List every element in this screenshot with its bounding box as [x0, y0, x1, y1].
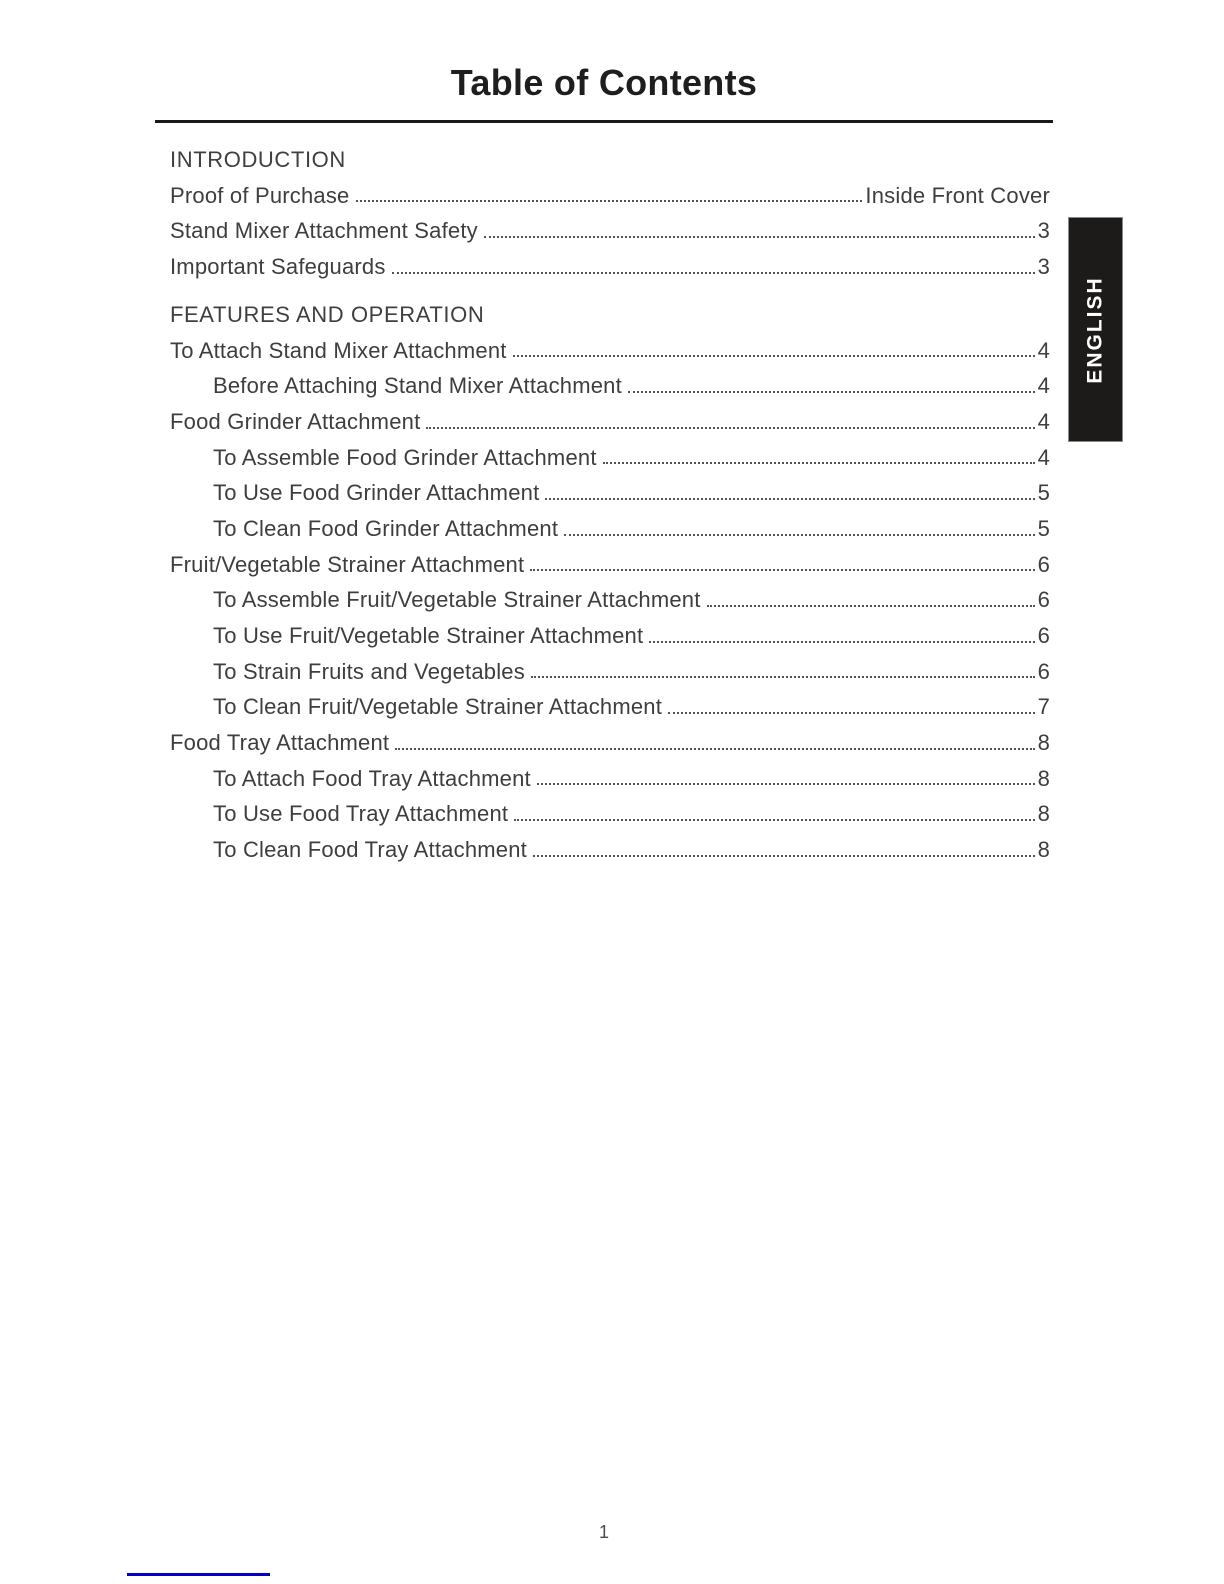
toc-entry-page: 3 [1037, 254, 1050, 280]
link-underline-artifact [127, 1573, 270, 1576]
toc-entry [170, 542, 1050, 578]
language-tab-label: ENGLISH [1083, 275, 1107, 384]
toc-entry-page: 4 [1037, 408, 1050, 434]
toc-entry-label: To Assemble Fruit/Vegetable Strainer Attachment [213, 587, 701, 613]
toc-entry [170, 649, 1050, 685]
toc-entry-label: Food Grinder Attachment [170, 408, 421, 434]
toc-leader-dots [513, 355, 1035, 357]
toc-entry [170, 208, 1050, 244]
toc-entry-page: 3 [1037, 218, 1050, 244]
toc-entry-page: 6 [1037, 551, 1050, 577]
toc-entry-page: 5 [1037, 515, 1050, 541]
toc-entry-label: To Attach Food Tray Attachment [213, 765, 531, 791]
toc-entry-label: Important Safeguards [170, 254, 386, 280]
toc-entry-page: 8 [1037, 837, 1050, 863]
toc-entry [170, 435, 1050, 471]
toc-entry-label: To Use Fruit/Vegetable Strainer Attachment [213, 623, 644, 648]
toc-entry-label: To Clean Fruit/Vegetable Strainer Attachment [213, 694, 663, 720]
toc-entry-label: Before Attaching Stand Mixer Attachment [213, 373, 622, 399]
toc-entry-page: 8 [1037, 801, 1050, 827]
toc-entry-label: Stand Mixer Attachment Safety [170, 218, 478, 244]
page-title: Table of Contents [450, 62, 758, 103]
toc-entry [170, 791, 1050, 827]
toc-entry-page: 6 [1037, 587, 1050, 613]
toc-entry-page: 8 [1037, 765, 1050, 791]
toc-leader-dots [537, 783, 1035, 785]
toc-leader-dots [514, 819, 1034, 821]
toc-entry-page: 4 [1037, 337, 1050, 363]
toc-leader-dots [484, 236, 1035, 238]
toc-leader-dots [564, 534, 1034, 536]
toc-section [170, 137, 1050, 280]
language-tab [1069, 218, 1122, 441]
toc-leader-dots [356, 200, 863, 202]
toc-entry [170, 399, 1050, 435]
toc-entry-label: To Clean Food Tray Attachment [213, 837, 527, 863]
toc-leader-dots [707, 605, 1035, 607]
toc-entry-page: 4 [1037, 444, 1050, 470]
toc-entry [170, 470, 1050, 506]
toc-leader-dots [545, 498, 1034, 500]
toc-entry [170, 577, 1050, 613]
toc [170, 137, 1050, 863]
toc-leader-dots [649, 641, 1034, 643]
toc-entry-label: Proof of Purchase [170, 182, 350, 208]
toc-entry-label: Fruit/Vegetable Strainer Attachment [170, 551, 525, 577]
toc-entry-page: 8 [1037, 730, 1050, 756]
toc-leader-dots [530, 569, 1034, 571]
toc-leader-dots [603, 462, 1035, 464]
toc-entry-page: 5 [1037, 480, 1050, 506]
toc-entry [170, 756, 1050, 792]
toc-leader-dots [395, 748, 1034, 750]
toc-entry-label: To Use Food Tray Attachment [213, 801, 509, 827]
title-rule [155, 120, 1053, 123]
toc-entry [170, 684, 1050, 720]
toc-entry-page: 4 [1037, 373, 1050, 399]
toc-entry-label: To Use Food Grinder Attachment [213, 480, 540, 506]
toc-leader-dots [533, 855, 1035, 857]
toc-entry-page: 6 [1037, 623, 1050, 648]
toc-entry-label: To Strain Fruits and Vegetables [213, 658, 525, 684]
toc-entry-label: To Assemble Food Grinder Attachment [213, 444, 597, 470]
toc-entry-page: 7 [1037, 694, 1050, 720]
toc-leader-dots [668, 712, 1035, 714]
toc-entry [170, 827, 1050, 863]
toc-entry [170, 363, 1050, 399]
toc-entry-label: To Attach Stand Mixer Attachment [170, 337, 507, 363]
toc-entry [170, 613, 1050, 649]
toc-section [170, 292, 1050, 863]
toc-entry [170, 506, 1050, 542]
page-number: 1 [598, 1522, 609, 1542]
toc-leader-dots [392, 272, 1035, 274]
toc-section-heading: INTRODUCTION [170, 147, 346, 173]
toc-leader-dots [628, 391, 1035, 393]
toc-leader-dots [426, 427, 1034, 429]
toc-leader-dots [531, 676, 1035, 678]
toc-entry [170, 720, 1050, 756]
toc-entry-page: Inside Front Cover [865, 182, 1050, 208]
toc-entry [170, 327, 1050, 363]
toc-section-heading: FEATURES AND OPERATION [170, 301, 485, 327]
toc-entry [170, 173, 1050, 209]
toc-entry-label: To Clean Food Grinder Attachment [213, 515, 559, 541]
toc-entry-page: 6 [1037, 658, 1050, 684]
toc-entry-label: Food Tray Attachment [170, 730, 390, 756]
toc-entry [170, 244, 1050, 280]
